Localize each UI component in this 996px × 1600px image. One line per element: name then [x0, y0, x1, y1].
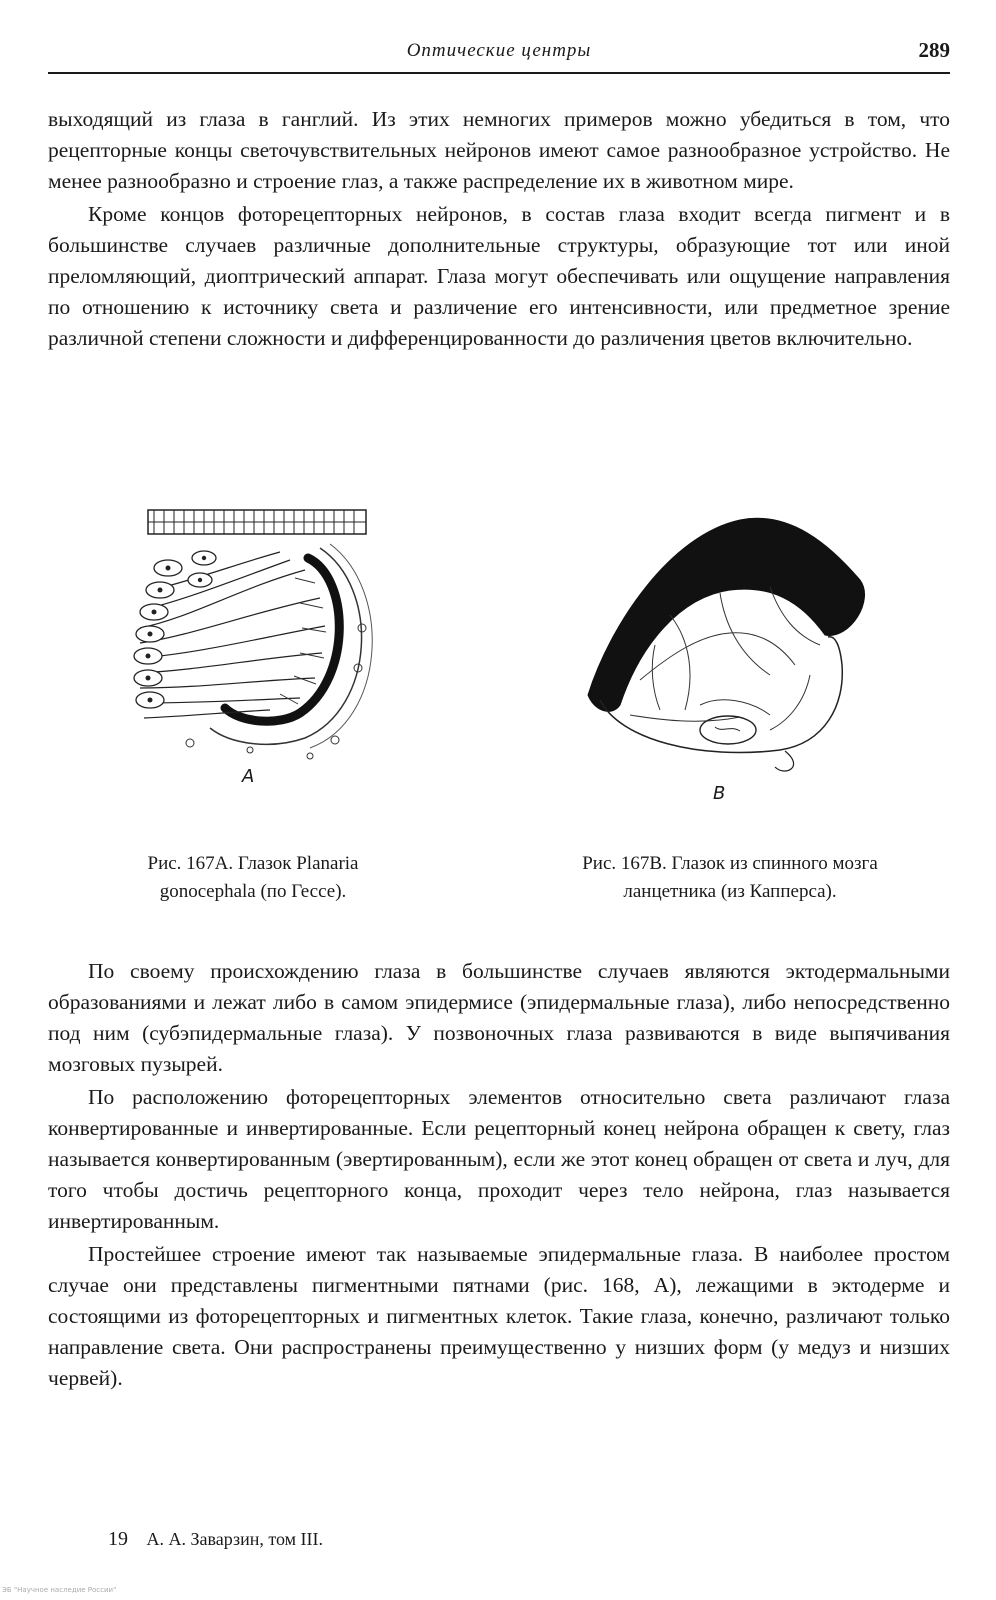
figure-caption-167a: Рис. 167А. Глазок Planaria gonocephala (по Гессе). [147, 853, 359, 902]
figure-letter-a: А [242, 766, 255, 787]
paragraph: Простейшее строение имеют так называемые эпидермальные глаза. В наиболее простом случае они представлены пигментными пятнами (рис. 168, А), лежащими в эктодерме и состоящими из фоторецепторных и пигментных клеток. Такие глаза, конечно, различают только направление света. Они распространены преимущественно у низших форм (у медуз и низших червей). [48, 1242, 950, 1390]
text-block-top [48, 104, 950, 354]
page-number: 289 [918, 38, 950, 62]
running-head [48, 36, 950, 74]
lancelet-eyespot-drawing [580, 505, 910, 780]
book-reference: А. А. Заварзин, том III. [146, 1529, 324, 1549]
figure-caption-167b: Рис. 167В. Глазок из спинного мозга ланцетника (из Капперса). [582, 853, 878, 902]
figure-167b [580, 505, 910, 805]
paragraph: По своему происхождению глаза в большинстве случаев являются эктодермальными образованиями и лежат либо в самом эпидермисе (эпидермальные глаза), либо непосредственно под ним (субэпидермальные глаза). У позвоночных глаза развиваются в виде выпячивания мозговых пузырей. [48, 959, 950, 1076]
running-title: Оптические центры [406, 40, 592, 61]
planaria-eyespot-drawing [130, 508, 380, 766]
figure-letter-b: В [713, 783, 726, 804]
library-watermark: ЭБ "Научное наследие России" [2, 1586, 117, 1594]
page-footer [108, 1528, 323, 1551]
paragraph-continuation: выходящий из глаза в ганглий. Из этих немногих примеров можно убедиться в том, что рецепторные концы светочувствительных нейронов имеют самое разнообразное устройство. Не менее разнообразно и строение глаз, а также распределение их в животном мире. [48, 107, 950, 193]
signature-mark: 19 [108, 1528, 128, 1550]
figure-167a [130, 508, 380, 786]
paragraph: Кроме концов фоторецепторных нейронов, в состав глаза входит всегда пигмент и в большинстве случаев различные дополнительные структуры, образующие тот или иной преломляющий, диоптрический аппарат. Глаза могут обеспечивать или ощущение направления по отношению к источнику света и различение его интенсивности, или предметное зрение различной степени сложности и дифференцированности до различения цветов включительно. [48, 202, 950, 350]
paragraph: По расположению фоторецепторных элементов относительно света различают глаза конвертированные и инвертированные. Если рецепторный конец нейрона обращен к свету, глаз называется конвертированным (эвертированным), если же этот конец обращен от света и луч, для того чтобы достичь рецепторного конца, проходит через тело нейрона, глаз называется инвертированным. [48, 1085, 950, 1233]
text-block-bottom [48, 956, 950, 1394]
